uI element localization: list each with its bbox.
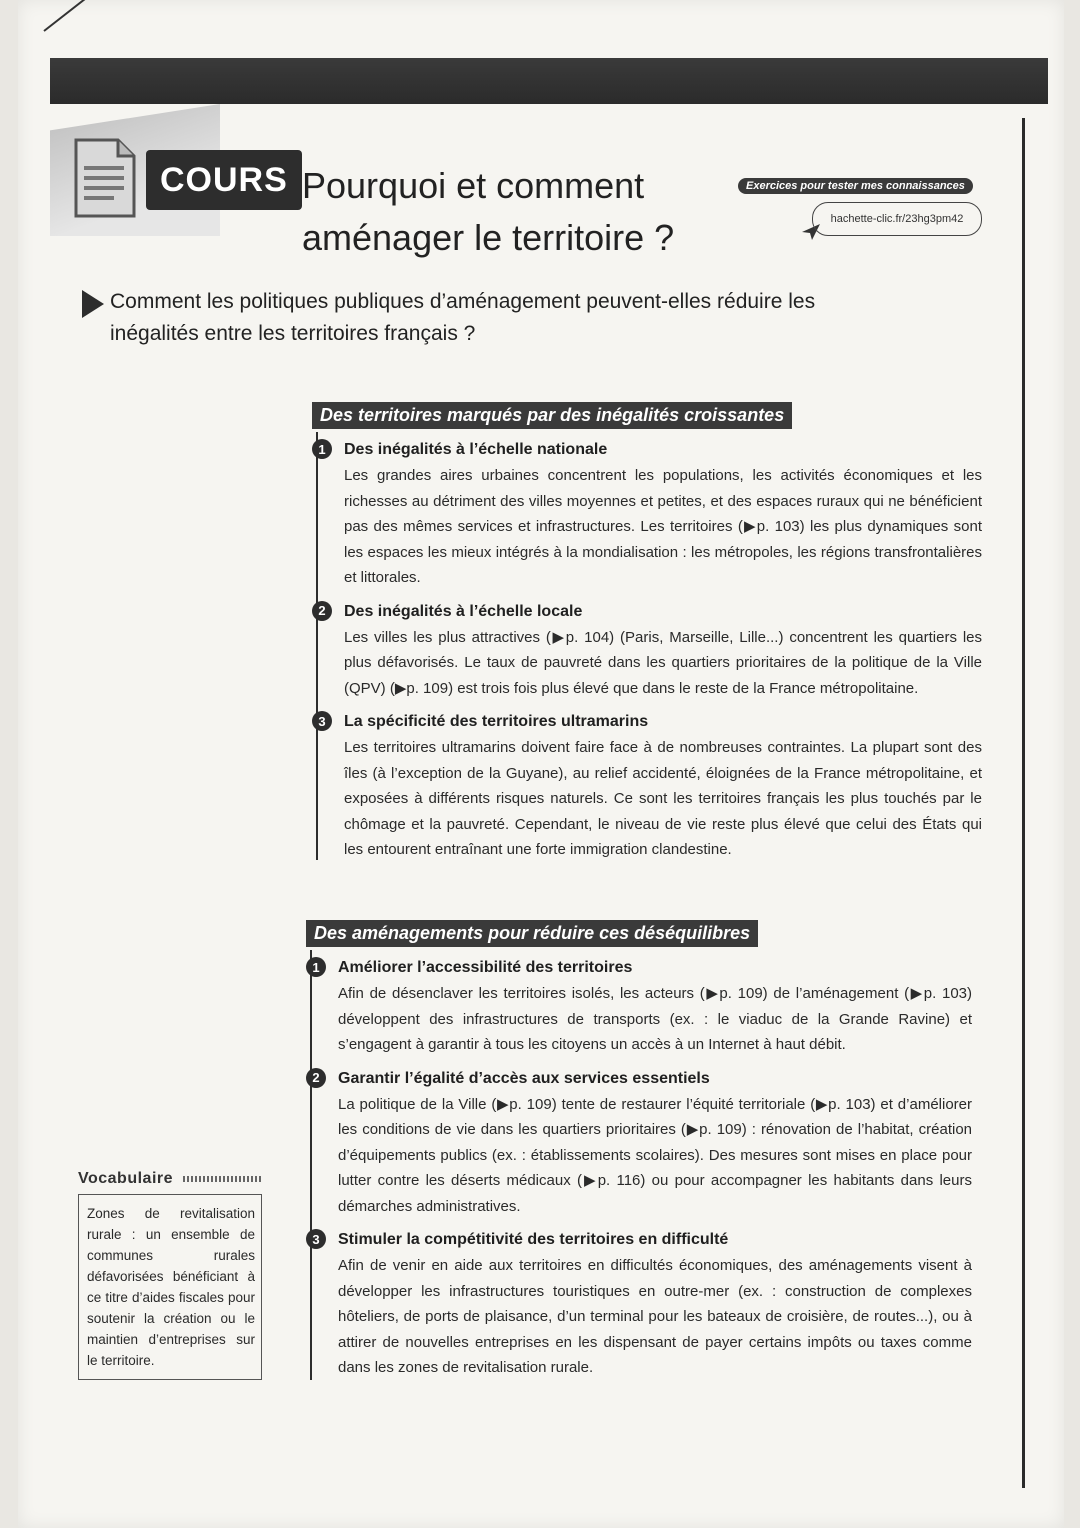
section2-item-2 <box>306 1068 972 1220</box>
section-inequalities <box>312 402 982 863</box>
number-badge: 1 <box>306 957 326 977</box>
vocabulary-title-line <box>183 1176 262 1182</box>
item-text: Afin de désenclaver les territoires isolés, les acteurs (▶p. 109) de l’aménagement (▶p. 103) développent des infrastructures de transports (ex. : le viaduc de la Grande Ravine) et s’engagent à garantir à tous les citoyens un accès à un Internet à haut débit. <box>338 985 972 1053</box>
item-text: Les grandes aires urbaines concentrent les populations, les activités économiques et les richesses au détriment des villes moyennes et petites, et des espaces ruraux qui ne bénéficient pas des mêmes services et infrastructures. Les territoires (▶p. 103) les plus dynamiques sont les espaces les mieux intégrés à la mondialisation : les métropoles, les régions transfrontalières et littorales. <box>344 467 982 586</box>
section2-heading: Des aménagements pour réduire ces déséquilibres <box>306 920 758 947</box>
number-badge: 3 <box>312 711 332 731</box>
document-icon <box>72 136 138 220</box>
item-text: Les territoires ultramarins doivent faire face à de nombreuses contraintes. La plupart sont des îles (à l’exception de la Guyane), au relief accidenté, éloignées de la France métropolitaine, et exposées à différents risques naturels. Ce sont les territoires français les plus touchés par le chômage et la pauvreté. Cependant, le niveau de vie reste plus élevé que celui des États qui les entourent entraînant une forte immigration clandestine. <box>344 739 982 858</box>
question-marker-icon <box>82 290 104 318</box>
number-badge: 3 <box>306 1229 326 1249</box>
section1-item-3 <box>312 711 982 863</box>
cours-badge: COURS <box>146 150 302 210</box>
top-band <box>50 58 1048 104</box>
section-planning <box>306 920 972 1381</box>
vocabulary-title-text: Vocabulaire <box>78 1170 174 1187</box>
item-text: Afin de venir en aide aux territoires en difficultés économiques, des aménagements visent à développer les infrastructures touristiques en outre-mer (ex. : construction de complexes hôteliers, de ports de plaisance, d’un terminal pour les bateaux de croisière, de routes...), ou à attirer de nouvelles entreprises en les dispensant de payer certains impôts ou taxes comme dans les zones de revitalisation rurale. <box>338 1257 972 1376</box>
exercise-link[interactable]: hachette-clic.fr/23hg3pm42 <box>812 202 982 236</box>
number-badge: 2 <box>306 1068 326 1088</box>
vocabulary-term: Zones de revitalisation rurale <box>87 1206 255 1242</box>
number-badge: 2 <box>312 601 332 621</box>
item-title: Des inégalités à l’échelle nationale <box>344 441 608 458</box>
item-title: Garantir l’égalité d’accès aux services essentiels <box>338 1069 710 1087</box>
vocabulary-box <box>78 1170 262 1380</box>
vocabulary-definition <box>78 1194 262 1380</box>
problem-question <box>82 286 902 350</box>
vocabulary-title <box>78 1170 262 1188</box>
item-title: Améliorer l’accessibilité des territoires <box>338 959 633 976</box>
question-text: Comment les politiques publiques d’aménagement peuvent-elles réduire les inégalités entre les territoires français ? <box>110 290 816 345</box>
item-text: Les villes les plus attractives (▶p. 104) (Paris, Marseille, Lille...) concentrent les quartiers les plus défavorisés. Le taux de pauvreté dans les quartiers prioritaires de la politique de la Ville (QPV) (▶p. 109) est trois fois plus élevé que dans le reste de la France métropolitaine. <box>344 628 982 697</box>
title-line-1: Pourquoi et comment <box>302 165 645 206</box>
section2-item-3 <box>306 1229 972 1381</box>
cours-header <box>72 144 288 220</box>
section2-item-1 <box>306 957 972 1058</box>
page-title <box>302 160 674 264</box>
section1-item-1 <box>312 439 982 591</box>
item-title: Stimuler la compétitivité des territoires en difficulté <box>338 1231 729 1248</box>
exercise-badge: Exercices pour tester mes connaissances <box>738 178 973 194</box>
number-badge: 1 <box>312 439 332 459</box>
item-text: La politique de la Ville (▶p. 109) tente de restaurer l’équité territoriale (▶p. 103) et d’améliorer les conditions de vie dans les quartiers prioritaires (▶p. 109) : rénovation de l’habitat, création d’équipements publics (ex. : établissements scolaires). Des mesures sont mises en place pour lutter contre les déserts médicaux (▶p. 116) ou pour accompagner les habitants dans leurs démarches administratives. <box>338 1095 972 1215</box>
item-title: La spécificité des territoires ultramarins <box>344 713 649 730</box>
vocabulary-definition-text: : un ensemble de communes rurales défavorisées bénéficiant à ce titre d’aides fiscales pour soutenir la création ou le maintien d’entreprises sur le territoire. <box>87 1227 255 1368</box>
item-title: Des inégalités à l’échelle locale <box>344 602 583 620</box>
right-margin-rule <box>1022 118 1025 1488</box>
section1-heading: Des territoires marqués par des inégalités croissantes <box>312 402 792 429</box>
section1-item-2 <box>312 601 982 702</box>
title-line-2: aménager le territoire ? <box>302 217 675 258</box>
